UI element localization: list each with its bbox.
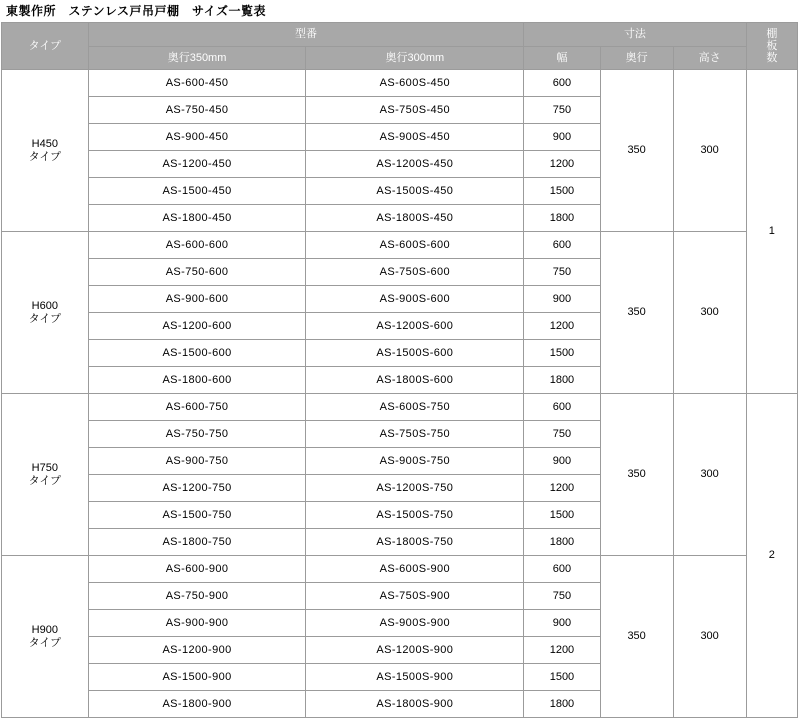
width-value: 900 — [524, 610, 600, 637]
width-value: 1500 — [524, 502, 600, 529]
model-300: AS-600S-450 — [306, 70, 524, 97]
type-cell — [2, 394, 89, 556]
model-350: AS-1200-600 — [88, 313, 306, 340]
table-row — [2, 394, 798, 421]
depth350-value: 350 — [600, 232, 673, 394]
type-label-line2: タイプ — [28, 312, 62, 325]
model-350: AS-1200-750 — [88, 475, 306, 502]
depth300-value: 300 — [673, 232, 746, 394]
header-width: 幅 — [524, 47, 600, 70]
width-value: 1800 — [524, 691, 600, 718]
header-shelf-count-label: 棚 板 数 — [766, 27, 778, 64]
type-label-line2: タイプ — [28, 150, 62, 163]
model-350: AS-750-900 — [88, 583, 306, 610]
model-350: AS-600-900 — [88, 556, 306, 583]
table-row — [2, 70, 798, 97]
model-350: AS-600-750 — [88, 394, 306, 421]
width-value: 900 — [524, 448, 600, 475]
depth350-value: 350 — [600, 394, 673, 556]
width-value: 600 — [524, 394, 600, 421]
model-300: AS-600S-900 — [306, 556, 524, 583]
model-350: AS-750-450 — [88, 97, 306, 124]
type-cell — [2, 70, 89, 232]
model-300: AS-750S-750 — [306, 421, 524, 448]
header-model-depth350: 奥行350mm — [88, 47, 306, 70]
type-label-line1: H450 — [31, 137, 58, 150]
depth350-value: 350 — [600, 556, 673, 718]
width-value: 1200 — [524, 475, 600, 502]
model-300: AS-750S-450 — [306, 97, 524, 124]
table-row — [2, 232, 798, 259]
model-350: AS-1200-450 — [88, 151, 306, 178]
model-350: AS-1500-900 — [88, 664, 306, 691]
model-300: AS-1500S-900 — [306, 664, 524, 691]
model-300: AS-750S-600 — [306, 259, 524, 286]
model-300: AS-600S-600 — [306, 232, 524, 259]
header-model-depth300: 奥行300mm — [306, 47, 524, 70]
model-350: AS-750-600 — [88, 259, 306, 286]
width-value: 750 — [524, 583, 600, 610]
width-value: 900 — [524, 286, 600, 313]
model-350: AS-1200-900 — [88, 637, 306, 664]
shelf-count-value: 2 — [746, 394, 797, 718]
width-value: 1200 — [524, 151, 600, 178]
width-value: 900 — [524, 124, 600, 151]
width-value: 1500 — [524, 340, 600, 367]
model-350: AS-900-900 — [88, 610, 306, 637]
header-height: 高さ — [673, 47, 746, 70]
model-350: AS-750-750 — [88, 421, 306, 448]
model-300: AS-1800S-600 — [306, 367, 524, 394]
width-value: 1800 — [524, 529, 600, 556]
header-shelf-count — [746, 23, 797, 70]
model-350: AS-1800-750 — [88, 529, 306, 556]
model-300: AS-600S-750 — [306, 394, 524, 421]
type-label-line2: タイプ — [28, 474, 62, 487]
header-row-top — [2, 23, 798, 47]
width-value: 1500 — [524, 664, 600, 691]
width-value: 600 — [524, 556, 600, 583]
model-350: AS-1800-450 — [88, 205, 306, 232]
shelf-count-value: 1 — [746, 70, 797, 394]
header-model-group: 型番 — [88, 23, 524, 47]
type-label-line2: タイプ — [28, 636, 62, 649]
model-300: AS-900S-450 — [306, 124, 524, 151]
width-value: 750 — [524, 259, 600, 286]
model-350: AS-1800-600 — [88, 367, 306, 394]
width-value: 1200 — [524, 637, 600, 664]
model-300: AS-1500S-600 — [306, 340, 524, 367]
table-body — [2, 70, 798, 718]
model-300: AS-1800S-450 — [306, 205, 524, 232]
depth300-value: 300 — [673, 394, 746, 556]
type-cell — [2, 232, 89, 394]
width-value: 600 — [524, 232, 600, 259]
model-300: AS-1200S-450 — [306, 151, 524, 178]
header-depth: 奥行 — [600, 47, 673, 70]
model-350: AS-600-450 — [88, 70, 306, 97]
model-350: AS-1800-900 — [88, 691, 306, 718]
model-300: AS-1500S-450 — [306, 178, 524, 205]
type-cell — [2, 556, 89, 718]
depth300-value: 300 — [673, 556, 746, 718]
model-350: AS-1500-750 — [88, 502, 306, 529]
model-300: AS-900S-750 — [306, 448, 524, 475]
width-value: 1500 — [524, 178, 600, 205]
width-value: 1800 — [524, 367, 600, 394]
model-350: AS-1500-450 — [88, 178, 306, 205]
width-value: 1200 — [524, 313, 600, 340]
model-350: AS-900-600 — [88, 286, 306, 313]
width-value: 750 — [524, 421, 600, 448]
model-350: AS-900-450 — [88, 124, 306, 151]
model-300: AS-750S-900 — [306, 583, 524, 610]
page-title: 東製作所 ステンレス戸吊戸棚 サイズ一覧表 — [6, 4, 267, 18]
type-label-line1: H750 — [31, 461, 58, 474]
width-value: 600 — [524, 70, 600, 97]
model-300: AS-1200S-750 — [306, 475, 524, 502]
model-300: AS-1200S-600 — [306, 313, 524, 340]
header-row-sub — [2, 47, 798, 70]
header-type: タイプ — [2, 23, 89, 70]
model-350: AS-1500-600 — [88, 340, 306, 367]
table-header — [2, 23, 798, 70]
type-label-line1: H600 — [31, 299, 58, 312]
model-300: AS-1500S-750 — [306, 502, 524, 529]
type-label-line1: H900 — [31, 623, 58, 636]
width-value: 1800 — [524, 205, 600, 232]
size-list-table — [1, 22, 798, 718]
model-350: AS-900-750 — [88, 448, 306, 475]
model-300: AS-1800S-900 — [306, 691, 524, 718]
model-350: AS-600-600 — [88, 232, 306, 259]
header-dimension-group: 寸法 — [524, 23, 746, 47]
table-row — [2, 556, 798, 583]
model-300: AS-1200S-900 — [306, 637, 524, 664]
depth350-value: 350 — [600, 70, 673, 232]
model-300: AS-900S-900 — [306, 610, 524, 637]
model-300: AS-1800S-750 — [306, 529, 524, 556]
depth300-value: 300 — [673, 70, 746, 232]
width-value: 750 — [524, 97, 600, 124]
model-300: AS-900S-600 — [306, 286, 524, 313]
